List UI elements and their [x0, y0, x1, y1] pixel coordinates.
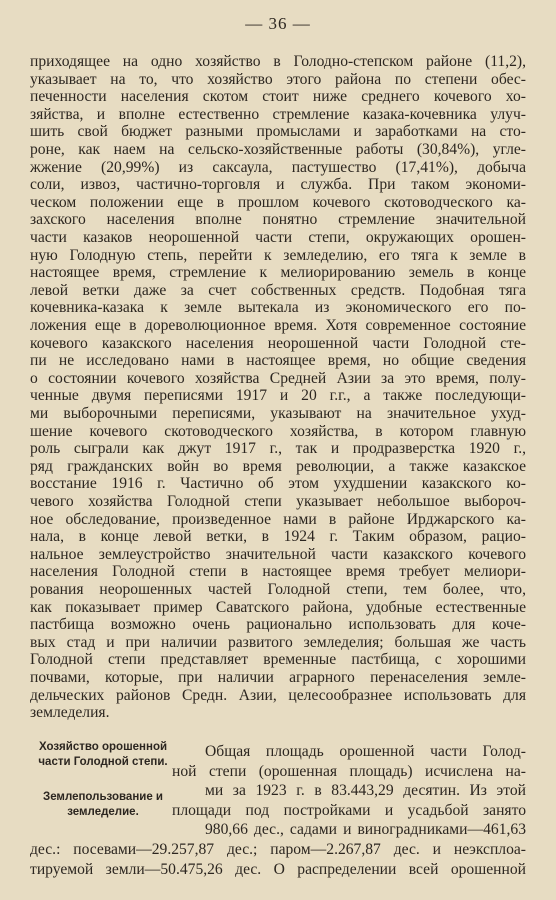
- text-line: чевого хозяйства Голодной степи указывает небольшое выбороч-: [30, 493, 526, 510]
- text-line: вых стад и при наличии развитого земледелия; большая же часть: [30, 633, 526, 651]
- text-line: левой ветки даже за счет собственных средств. Подобная тяга: [30, 281, 526, 299]
- text-line: ми за 1923 г. в 83.443,29 десятин. Из этой: [205, 782, 526, 799]
- text-line: почвами, которые, при наличии аграрного перенаселения земле-: [30, 669, 526, 686]
- text-line: ченные двумя переписями 1917 и 20 г.г., а также последующи-: [30, 387, 526, 405]
- text-line: нала, в конце левой ветки, в 1924 г. Таким образом, рацио-: [30, 528, 526, 546]
- text-line: пи не исследовано нами в настоящее время, но общие сведения: [30, 352, 526, 370]
- text-line: ное обследование, произведенное нами в районе Ирджарского ка-: [30, 510, 526, 528]
- text-line: печенности населения скотом стоит ниже среднего кочевого хо-: [30, 88, 526, 106]
- text-line: ми выборочными переписями, указывают на значительное ухуд-: [30, 405, 526, 422]
- text-line: как показывает пример Саватского района, удобные естественные: [30, 598, 526, 616]
- text-line: нальное землеустройство значительной части казакского кочевого: [30, 545, 526, 563]
- text-line: настоящее время, стремление к мелиорированию земель в конце: [30, 264, 526, 282]
- text-line: Общая площадь орошенной части Голод-: [205, 743, 526, 760]
- text-line: шение кочевого скотоводческого хозяйства, в котором главную: [30, 422, 526, 440]
- text-line: приходящее на одно хозяйство в Голодно-степском районе (11,2),: [30, 53, 526, 70]
- text-line: Голодной степи представляет временные пастбища, с хорошими: [30, 651, 526, 669]
- text-line: о состоянии кочевого хозяйства Средней Азии за это время, полу-: [30, 369, 526, 387]
- text-line: ную Голодную степь, перейти к земледелию, его тяга к земле в: [30, 246, 526, 264]
- margin-note-land-use: Землепользование и земледелие.: [42, 791, 163, 818]
- page-number: — 36 —: [245, 14, 311, 33]
- text-line: дельческих районов Средн. Азии, целесообразнее использовать для: [30, 686, 526, 704]
- text-line: шить свой бюджет разными промыслами и заработками на сто-: [30, 123, 526, 141]
- text-line: рования неорошенных частей Голодной степи, тем более, что,: [30, 581, 526, 598]
- text-line: восстание 1916 г. Частично об этом ухудшении казакского ко-: [30, 475, 526, 493]
- text-line: роне, как наем на сельско-хозяйственные работы (30,84%), угле-: [30, 141, 526, 158]
- text-line: части казаков неорошенной части степи, окружающих орошен-: [30, 229, 526, 246]
- text-line: кочевника-казака к земле вытекала из экономического его по-: [30, 299, 526, 317]
- text-line: пастбища возможно очень рационально использовать для коче-: [30, 616, 526, 634]
- text-line: дес.: посевами—29.257,87 дес.; паром—2.267,87 дес. и неэксплоа-: [30, 841, 526, 858]
- text-line: кочевого казакского населения неорошенной части Голодной сте-: [30, 334, 526, 352]
- margin-note-irrigated-farming: Хозяйство орошенной части Голодной степи.: [38, 741, 168, 768]
- text-line: 980,66 дес., садами и виноградниками—461,63: [205, 821, 526, 838]
- text-line: ложения еще в дореволюционное время. Хотя современное состояние: [30, 317, 526, 334]
- margin-notes: [28, 740, 178, 820]
- text-line: площади под постройками и усадьбой занято: [172, 801, 526, 819]
- text-line: роль сыграли как джут 1917 г., так и продразверстка 1920 г.,: [30, 440, 526, 458]
- text-line: соли, извоз, частично-торговля и служба. При таком экономи-: [30, 176, 526, 194]
- text-line: ряд гражданских войн во время революции, а также казакское: [30, 457, 526, 475]
- text-line: земледелия.: [30, 704, 110, 722]
- text-line: зяйства, и вполне естественно стремление казака-кочевника улуч-: [30, 105, 526, 123]
- text-line: ной степи (орошенная площадь) исчислена на-: [172, 762, 526, 780]
- text-line: ческом положении еще в прошлом кочевого скотоводческого ка-: [30, 193, 526, 211]
- text-line: захского населения вполне понятно стремление значительной: [30, 211, 526, 229]
- text-line: жжение (20,99%) из саксаула, пастушество (17,41%), добыча: [30, 158, 526, 176]
- text-line: населения Голодной степи в настоящее время требует мелиори-: [30, 563, 526, 581]
- text-line: тируемой земли—50.475,26 дес. О распределении всей орошенной: [30, 860, 526, 878]
- text-line: указывает на то, что хозяйство этого района по степени обес-: [30, 70, 526, 88]
